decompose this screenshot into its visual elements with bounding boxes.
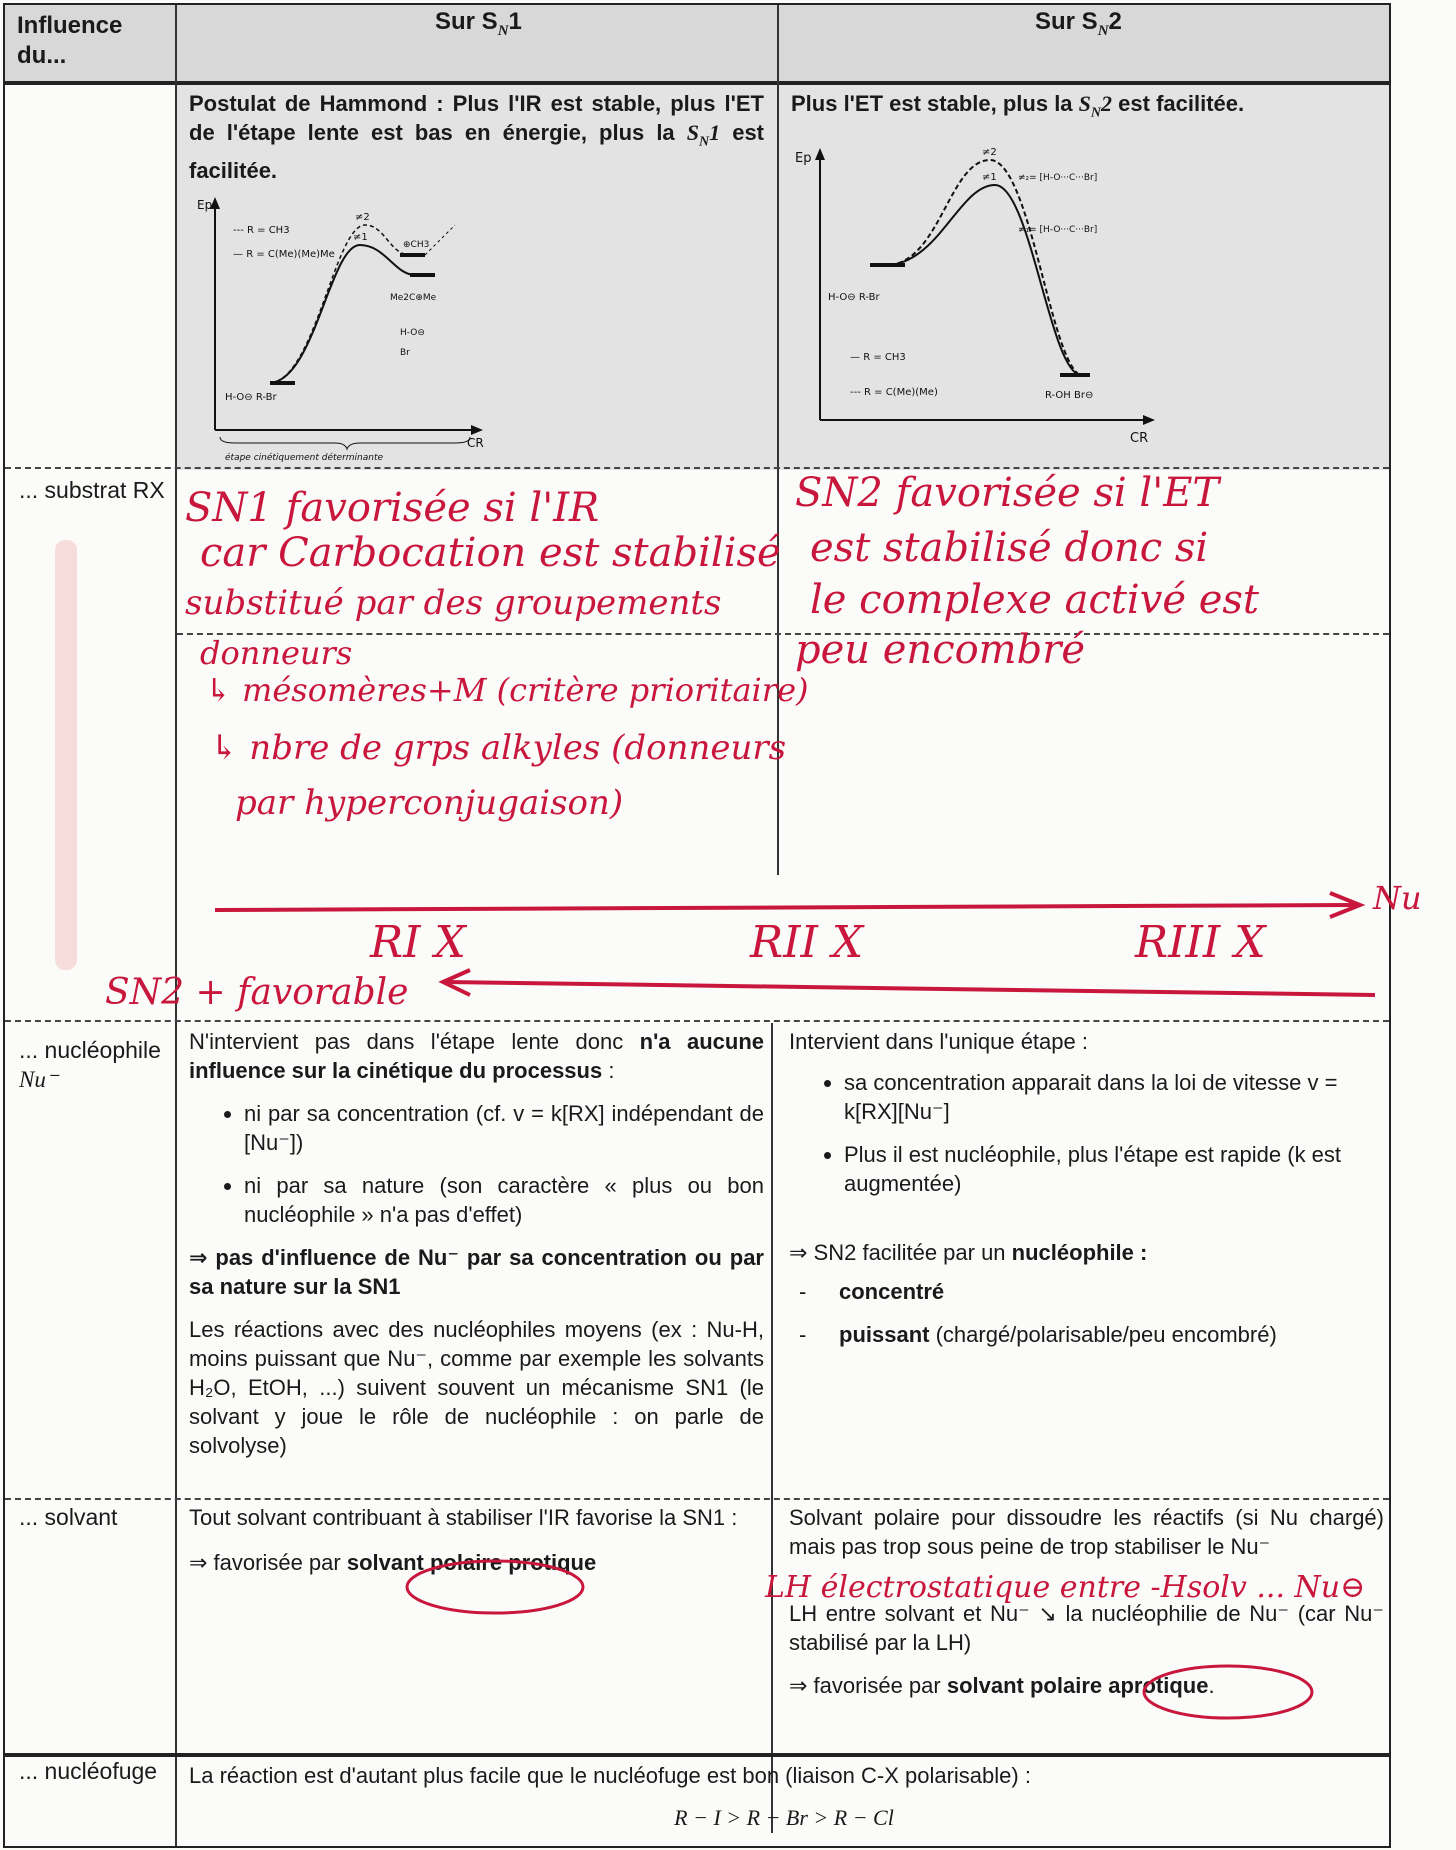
- sn1-solvant-cell: Tout solvant contribuant à stabiliser l'IR favorise la SN1 : ⇒ favorisée par solvant polaire protique: [189, 1505, 738, 1575]
- label-solvant: ... solvant: [19, 1504, 118, 1530]
- sn1-energy-diagram: [185, 185, 485, 463]
- sn2-nucleophile-cell: Intervient dans l'unique étape : • sa concentration apparait dans la loi de vitesse v = k[RX][Nu⁻] • Plus il est nucléophile, plus l'étape est rapide (k est augmentée) ⇒ SN2 facilitée par un nucléophile : - concentré - puissant (chargé/polarisable/peu encombré): [789, 1027, 1384, 1363]
- scale-label-sec: RII X: [750, 917, 864, 968]
- sn1-x-label: CR: [467, 436, 484, 450]
- sn1-brace-label: étape cinétiquement déterminante: [225, 453, 384, 463]
- header-sn1: Sur $S_N1$: [435, 8, 522, 39]
- arrow-right-line: [215, 905, 1355, 910]
- sn2-y-label: Ep: [795, 151, 812, 166]
- svg-text:H-O⊖ R-Br: H-O⊖ R-Br: [225, 392, 277, 403]
- hand-sn1-line4: donneurs: [200, 634, 353, 672]
- sn2-nu-item-2: • Plus il est nucléophile, plus l'étape est rapide (k est augmentée): [844, 1140, 1384, 1198]
- sn2-dashed-curve: [890, 160, 1080, 375]
- sn2-nu-conclusion: ⇒ SN2 facilitée par un nucléophile :: [789, 1240, 1148, 1265]
- row-divider-substrat: [5, 467, 1389, 469]
- hand-solvant-note: LH électrostatique entre -Hsolv ... Nu⊖: [765, 1570, 1366, 1605]
- header-rule: [5, 81, 1389, 85]
- sn1-nu-item-1: • ni par sa concentration (cf. v = k[RX] indépendant de [Nu⁻]): [244, 1099, 764, 1157]
- nucleofuge-text: La réaction est d'autant plus facile que le nucléofuge est bon (liaison C-X polarisable) :: [189, 1763, 1031, 1788]
- svg-text:≠2: ≠2: [982, 147, 997, 158]
- circle-aprotique: [1140, 1660, 1320, 1730]
- row-divider-nucleofuge: [5, 1753, 1389, 1757]
- sn2-x-arrow-icon: [1143, 415, 1155, 425]
- header-influence: Influence du...: [17, 12, 123, 69]
- sn1-legend-solid: — R = C(Me)(Me)Me: [233, 249, 335, 260]
- svg-text:≠1: ≠1: [982, 172, 997, 183]
- svg-text:≠1: ≠1: [353, 232, 368, 243]
- hand-sn1-line1: SN1 favorisée si l'IR: [185, 485, 600, 531]
- hand-sn2-line4: peu encombré: [795, 627, 1085, 673]
- svg-text:≠₂= [H-O···C···Br]: ≠₂= [H-O···C···Br]: [1018, 173, 1098, 183]
- sn2-energy-diagram: [790, 140, 1170, 460]
- arrow-left-label: SN2 + favorable: [105, 972, 409, 1013]
- hand-sn1-line7: par hyperconjugaison): [235, 783, 624, 823]
- arrow-right-label: Nu: [1373, 879, 1422, 917]
- nucleofuge-order: R − I > R − Br > R − Cl: [674, 1805, 894, 1830]
- sn1-nu-note: Les réactions avec des nucléophiles moyens (ex : Nu-H, moins puissant que Nu⁻, comme par exemple les solvants H₂O, EtOH, ...) suivent souvent un mécanisme SN1 (le solvant y joue le rôle de nucléophile : on parle de solvolyse): [189, 1317, 764, 1458]
- svg-text:Br: Br: [400, 348, 410, 358]
- sn1-solid-curve: [270, 245, 435, 383]
- header-sn2: Sur $S_N2$: [1035, 8, 1122, 39]
- substrat-inner-divider: [177, 633, 1389, 635]
- hand-sn1-line6: ↳ nbre de grps alkyles (donneurs: [210, 728, 787, 768]
- sn2-solid-curve: [890, 185, 1080, 375]
- sn1-x-arrow-icon: [471, 425, 483, 435]
- svg-text:≠₁= [H-O···C···Br]: ≠₁= [H-O···C···Br]: [1018, 225, 1098, 235]
- hand-sn2-line3: le complexe activé est: [810, 577, 1259, 623]
- hand-sn2-line2: est stabilisé donc si: [810, 525, 1209, 571]
- sn1-hammond-text: Postulat de Hammond : Plus l'IR est stable, plus l'ET de l'étape lente est bas en énergie, plus la $S_N1$ est facilitée.: [189, 91, 764, 184]
- sn2-solvant-cell: Solvant polaire pour dissoudre les réactifs (si Nu chargé) mais pas trop sous peine de trop stabiliser le Nu⁻ LH entre solvant et Nu⁻ ↘ la nucléophilie de Nu⁻ (car Nu⁻ stabilisé par la LH) ⇒ favorisée par solvant polaire aprotique.: [789, 1505, 1384, 1698]
- svg-text:H-O⊖ R-Br: H-O⊖ R-Br: [828, 292, 880, 303]
- sn2-y-arrow-icon: [815, 148, 825, 160]
- hand-sn1-line2: car Carbocation est stabilisé: [200, 530, 781, 576]
- sn2-legend-solid: — R = CH3: [850, 352, 906, 363]
- sn2-x-label: CR: [1130, 431, 1149, 446]
- svg-text:R-OH Br⊖: R-OH Br⊖: [1045, 390, 1094, 401]
- sn2-nu-dash-1: - concentré: [839, 1277, 1384, 1306]
- svg-text:≠2: ≠2: [355, 212, 370, 223]
- sn2-nu-item-1: • sa concentration apparait dans la loi de vitesse v = k[RX][Nu⁻]: [844, 1068, 1384, 1126]
- sn2-et-text: Plus l'ET est stable, plus la $S_N2$ est facilitée.: [791, 91, 1245, 121]
- hand-sn1-line5: ↳ mésomères+M (critère prioritaire): [205, 671, 809, 709]
- label-nucleofuge: ... nucléofuge: [19, 1758, 158, 1784]
- label-substrat: ... substrat RX: [19, 477, 165, 503]
- hand-sn1-line3: substitué par des groupements: [185, 583, 722, 623]
- svg-text:Me2C⊕Me: Me2C⊕Me: [390, 293, 437, 303]
- svg-text:H-O⊖: H-O⊖: [400, 328, 425, 338]
- highlighter-mark: [55, 540, 77, 970]
- sn1-nucleophile-cell: N'intervient pas dans l'étape lente donc n'a aucune influence sur la cinétique du processus : • ni par sa concentration (cf. v = k[RX] indépendant de [Nu⁻]) • ni par sa nature (son caractère « plus ou bon nucléophile » n'a pas d'effet) ⇒ pas d'influence de Nu⁻ par sa concentration ou par sa nature sur la SN1 Les réactions avec des nucléophiles moyens (ex : Nu-H, moins puissant que Nu⁻, comme par exemple les solvants H₂O, EtOH, ...) suivent souvent un mécanisme SN1 (le solvant y joue le rôle de nucléophile : on parle de solvolyse): [189, 1027, 764, 1460]
- arrow-left-line: [445, 982, 1375, 995]
- sn1-nu-conclusion: ⇒ pas d'influence de Nu⁻ par sa concentration ou par sa nature sur la SN1: [189, 1245, 764, 1299]
- scale-label-tert: RIII X: [1135, 917, 1266, 968]
- svg-text:⊕CH3: ⊕CH3: [403, 240, 430, 250]
- sn2-legend-dashed: --- R = C(Me)(Me): [850, 387, 938, 398]
- sn1-nu-item-2: • ni par sa nature (son caractère « plus ou bon nucléophile » n'a pas d'effet): [244, 1171, 764, 1229]
- col-divider-2b: [771, 1023, 773, 1833]
- label-nucleophile: ... nucléophile Nu⁻: [19, 1037, 161, 1092]
- circle-protique: [400, 1555, 600, 1625]
- sn1-y-label: Ep: [197, 198, 213, 212]
- scale-label-prim: RI X: [370, 917, 466, 968]
- comparison-table: [3, 3, 1422, 1848]
- sn1-legend-dashed: --- R = CH3: [233, 225, 290, 236]
- sn2-nu-dash-2: - puissant (chargé/polarisable/peu encombré): [839, 1320, 1384, 1349]
- row-divider-solvant: [5, 1498, 1389, 1500]
- hand-sn2-line1: SN2 favorisée si l'ET: [795, 470, 1220, 516]
